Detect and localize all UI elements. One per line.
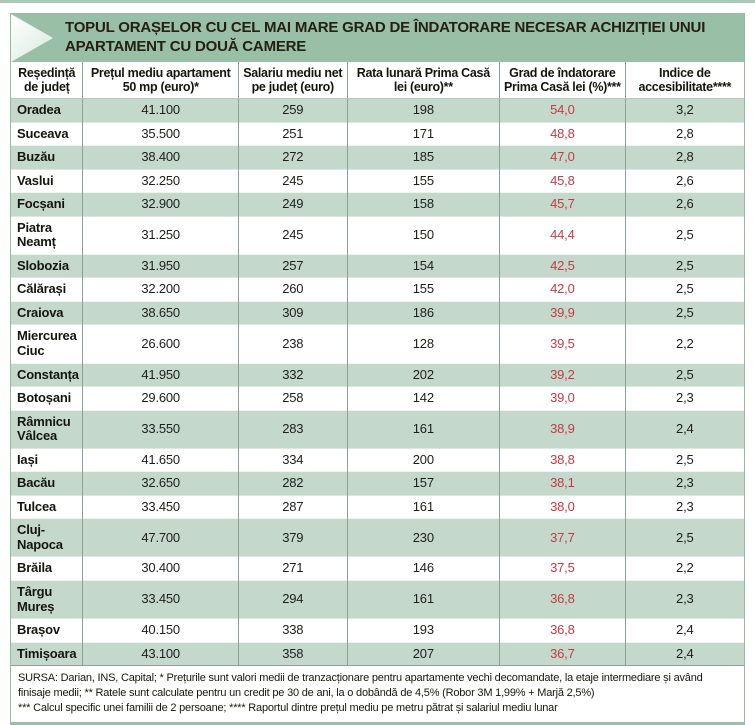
index-cell: 2,6 (625, 193, 744, 217)
index-cell: 2,3 (625, 387, 744, 411)
salary-cell: 260 (238, 278, 347, 302)
price-cell: 41.650 (83, 448, 239, 472)
price-cell: 43.100 (83, 642, 239, 665)
table-row (11, 557, 744, 581)
price-cell: 33.550 (83, 410, 239, 448)
table-row (11, 472, 744, 496)
rate-cell: 202 (347, 363, 500, 387)
table-row (11, 642, 744, 665)
table-row (11, 495, 744, 519)
table-body (11, 99, 744, 666)
price-cell: 32.250 (83, 169, 239, 193)
burden-cell: 38,8 (500, 448, 625, 472)
column-header-salary: Salariu mediu net pe județ (euro) (238, 62, 347, 99)
burden-cell: 48,8 (500, 122, 625, 146)
source-note-line: *** Calcul specific unei familii de 2 persoane; **** Raportul dintre prețul mediu pe metru pătrat și salariul mediu lunar (18, 701, 558, 714)
salary-cell: 258 (238, 387, 347, 411)
salary-cell: 287 (238, 495, 347, 519)
table-row (11, 216, 744, 254)
price-cell: 32.650 (83, 472, 239, 496)
salary-cell: 379 (238, 519, 347, 557)
city-cell: Brăila (11, 557, 83, 581)
city-cell: Oradea (11, 99, 83, 123)
city-cell: Timișoara (11, 642, 83, 665)
price-cell: 30.400 (83, 557, 239, 581)
table-row (11, 519, 744, 557)
city-cell: Râmnicu Vâlcea (11, 410, 83, 448)
header-row (11, 62, 744, 99)
rate-cell: 146 (347, 557, 500, 581)
rate-cell: 157 (347, 472, 500, 496)
city-cell: Slobozia (11, 254, 83, 278)
rate-cell: 230 (347, 519, 500, 557)
burden-cell: 36,8 (500, 619, 625, 643)
rate-cell: 158 (347, 193, 500, 217)
top-divider-rule (0, 0, 755, 3)
table-row (11, 169, 744, 193)
column-header-price: Prețul mediu apartament 50 mp (euro)* (83, 62, 239, 99)
salary-cell: 245 (238, 169, 347, 193)
rate-cell: 207 (347, 642, 500, 665)
rate-cell: 186 (347, 301, 500, 325)
burden-cell: 37,5 (500, 557, 625, 581)
salary-cell: 282 (238, 472, 347, 496)
rate-cell: 155 (347, 278, 500, 302)
rate-cell: 171 (347, 122, 500, 146)
index-cell: 2,3 (625, 472, 744, 496)
index-cell: 2,3 (625, 495, 744, 519)
rate-cell: 155 (347, 169, 500, 193)
price-cell: 33.450 (83, 581, 239, 619)
rate-cell: 128 (347, 325, 500, 363)
rate-cell: 142 (347, 387, 500, 411)
index-cell: 2,5 (625, 363, 744, 387)
index-cell: 3,2 (625, 99, 744, 123)
burden-cell: 39,2 (500, 363, 625, 387)
salary-cell: 238 (238, 325, 347, 363)
burden-cell: 47,0 (500, 146, 625, 170)
table-row (11, 619, 744, 643)
table-row (11, 448, 744, 472)
salary-cell: 257 (238, 254, 347, 278)
index-cell: 2,5 (625, 254, 744, 278)
table-row (11, 254, 744, 278)
burden-cell: 39,9 (500, 301, 625, 325)
table-row (11, 410, 744, 448)
salary-cell: 358 (238, 642, 347, 665)
burden-cell: 45,8 (500, 169, 625, 193)
price-cell: 32.200 (83, 278, 239, 302)
column-header-index: Indice de accesibilitate**** (625, 62, 744, 99)
city-cell: Miercurea Ciuc (11, 325, 83, 363)
price-cell: 38.400 (83, 146, 239, 170)
burden-cell: 39,5 (500, 325, 625, 363)
rate-cell: 200 (347, 448, 500, 472)
burden-cell: 38,9 (500, 410, 625, 448)
index-cell: 2,2 (625, 325, 744, 363)
arrow-right-icon (11, 14, 53, 62)
salary-cell: 271 (238, 557, 347, 581)
table-row (11, 301, 744, 325)
price-cell: 33.450 (83, 495, 239, 519)
debt-ranking-table-container (10, 13, 745, 725)
table-row (11, 122, 744, 146)
price-cell: 32.900 (83, 193, 239, 217)
burden-cell: 54,0 (500, 99, 625, 123)
burden-cell: 37,7 (500, 519, 625, 557)
burden-cell: 36,7 (500, 642, 625, 665)
table-row (11, 581, 744, 619)
city-cell: Brașov (11, 619, 83, 643)
index-cell: 2,8 (625, 122, 744, 146)
column-header-burden: Grad de îndatorare Prima Casă lei (%)*** (500, 62, 625, 99)
table-row (11, 146, 744, 170)
city-cell: Piatra Neamț (11, 216, 83, 254)
table-row (11, 193, 744, 217)
column-header-county: Reședință de județ (11, 62, 83, 99)
burden-cell: 38,1 (500, 472, 625, 496)
index-cell: 2,4 (625, 619, 744, 643)
table-row (11, 325, 744, 363)
table-row (11, 363, 744, 387)
salary-cell: 332 (238, 363, 347, 387)
salary-cell: 245 (238, 216, 347, 254)
price-cell: 38.650 (83, 301, 239, 325)
rate-cell: 185 (347, 146, 500, 170)
rate-cell: 161 (347, 410, 500, 448)
source-note-line: SURSA: Darian, INS, Capital; * Prețurile sunt valori medii de tranzacționare pentru apartamente vechi decomandate, la etaje intermediare și având (18, 672, 703, 685)
burden-cell: 38,0 (500, 495, 625, 519)
burden-cell: 36,8 (500, 581, 625, 619)
rate-cell: 161 (347, 581, 500, 619)
table-header (11, 62, 744, 99)
index-cell: 2,2 (625, 557, 744, 581)
index-cell: 2,6 (625, 169, 744, 193)
rate-cell: 161 (347, 495, 500, 519)
index-cell: 2,5 (625, 278, 744, 302)
debt-ranking-table (11, 62, 744, 665)
table-row (11, 99, 744, 123)
burden-cell: 39,0 (500, 387, 625, 411)
city-cell: Vaslui (11, 169, 83, 193)
city-cell: Focșani (11, 193, 83, 217)
salary-cell: 251 (238, 122, 347, 146)
price-cell: 31.250 (83, 216, 239, 254)
salary-cell: 259 (238, 99, 347, 123)
index-cell: 2,5 (625, 216, 744, 254)
salary-cell: 249 (238, 193, 347, 217)
page-title: TOPUL ORAȘELOR CU CEL MAI MARE GRAD DE ÎNDATORARE NECESAR ACHIZIȚIEI UNUI APARTAMENT CU DOUĂ CAMERE (65, 19, 706, 55)
index-cell: 2,5 (625, 448, 744, 472)
city-cell: Iași (11, 448, 83, 472)
price-cell: 31.950 (83, 254, 239, 278)
index-cell: 2,5 (625, 519, 744, 557)
rate-cell: 193 (347, 619, 500, 643)
salary-cell: 309 (238, 301, 347, 325)
burden-cell: 44,4 (500, 216, 625, 254)
source-note-line: finisaje medii; ** Ratele sunt calculate pentru un credit pe 30 de ani, la o dobândă de 4,5% (Robor 3M 1,99% + Marjă 2,5%) (18, 687, 595, 700)
price-cell: 41.100 (83, 99, 239, 123)
city-cell: Călărași (11, 278, 83, 302)
salary-cell: 283 (238, 410, 347, 448)
source-notes (11, 665, 744, 722)
burden-cell: 42,0 (500, 278, 625, 302)
salary-cell: 294 (238, 581, 347, 619)
burden-cell: 45,7 (500, 193, 625, 217)
index-cell: 2,4 (625, 642, 744, 665)
city-cell: Botoșani (11, 387, 83, 411)
price-cell: 26.600 (83, 325, 239, 363)
city-cell: Bacău (11, 472, 83, 496)
salary-cell: 334 (238, 448, 347, 472)
title-band (11, 14, 744, 62)
column-header-rate: Rata lunară Prima Casă lei (euro)** (347, 62, 500, 99)
burden-cell: 42,5 (500, 254, 625, 278)
rate-cell: 150 (347, 216, 500, 254)
rate-cell: 198 (347, 99, 500, 123)
price-cell: 35.500 (83, 122, 239, 146)
city-cell: Constanța (11, 363, 83, 387)
price-cell: 41.950 (83, 363, 239, 387)
price-cell: 29.600 (83, 387, 239, 411)
salary-cell: 338 (238, 619, 347, 643)
city-cell: Buzău (11, 146, 83, 170)
index-cell: 2,8 (625, 146, 744, 170)
table-row (11, 387, 744, 411)
rate-cell: 154 (347, 254, 500, 278)
city-cell: Cluj-Napoca (11, 519, 83, 557)
salary-cell: 272 (238, 146, 347, 170)
city-cell: Craiova (11, 301, 83, 325)
city-cell: Tulcea (11, 495, 83, 519)
price-cell: 40.150 (83, 619, 239, 643)
city-cell: Suceava (11, 122, 83, 146)
price-cell: 47.700 (83, 519, 239, 557)
index-cell: 2,4 (625, 410, 744, 448)
table-row (11, 278, 744, 302)
index-cell: 2,5 (625, 301, 744, 325)
city-cell: Târgu Mureș (11, 581, 83, 619)
index-cell: 2,3 (625, 581, 744, 619)
